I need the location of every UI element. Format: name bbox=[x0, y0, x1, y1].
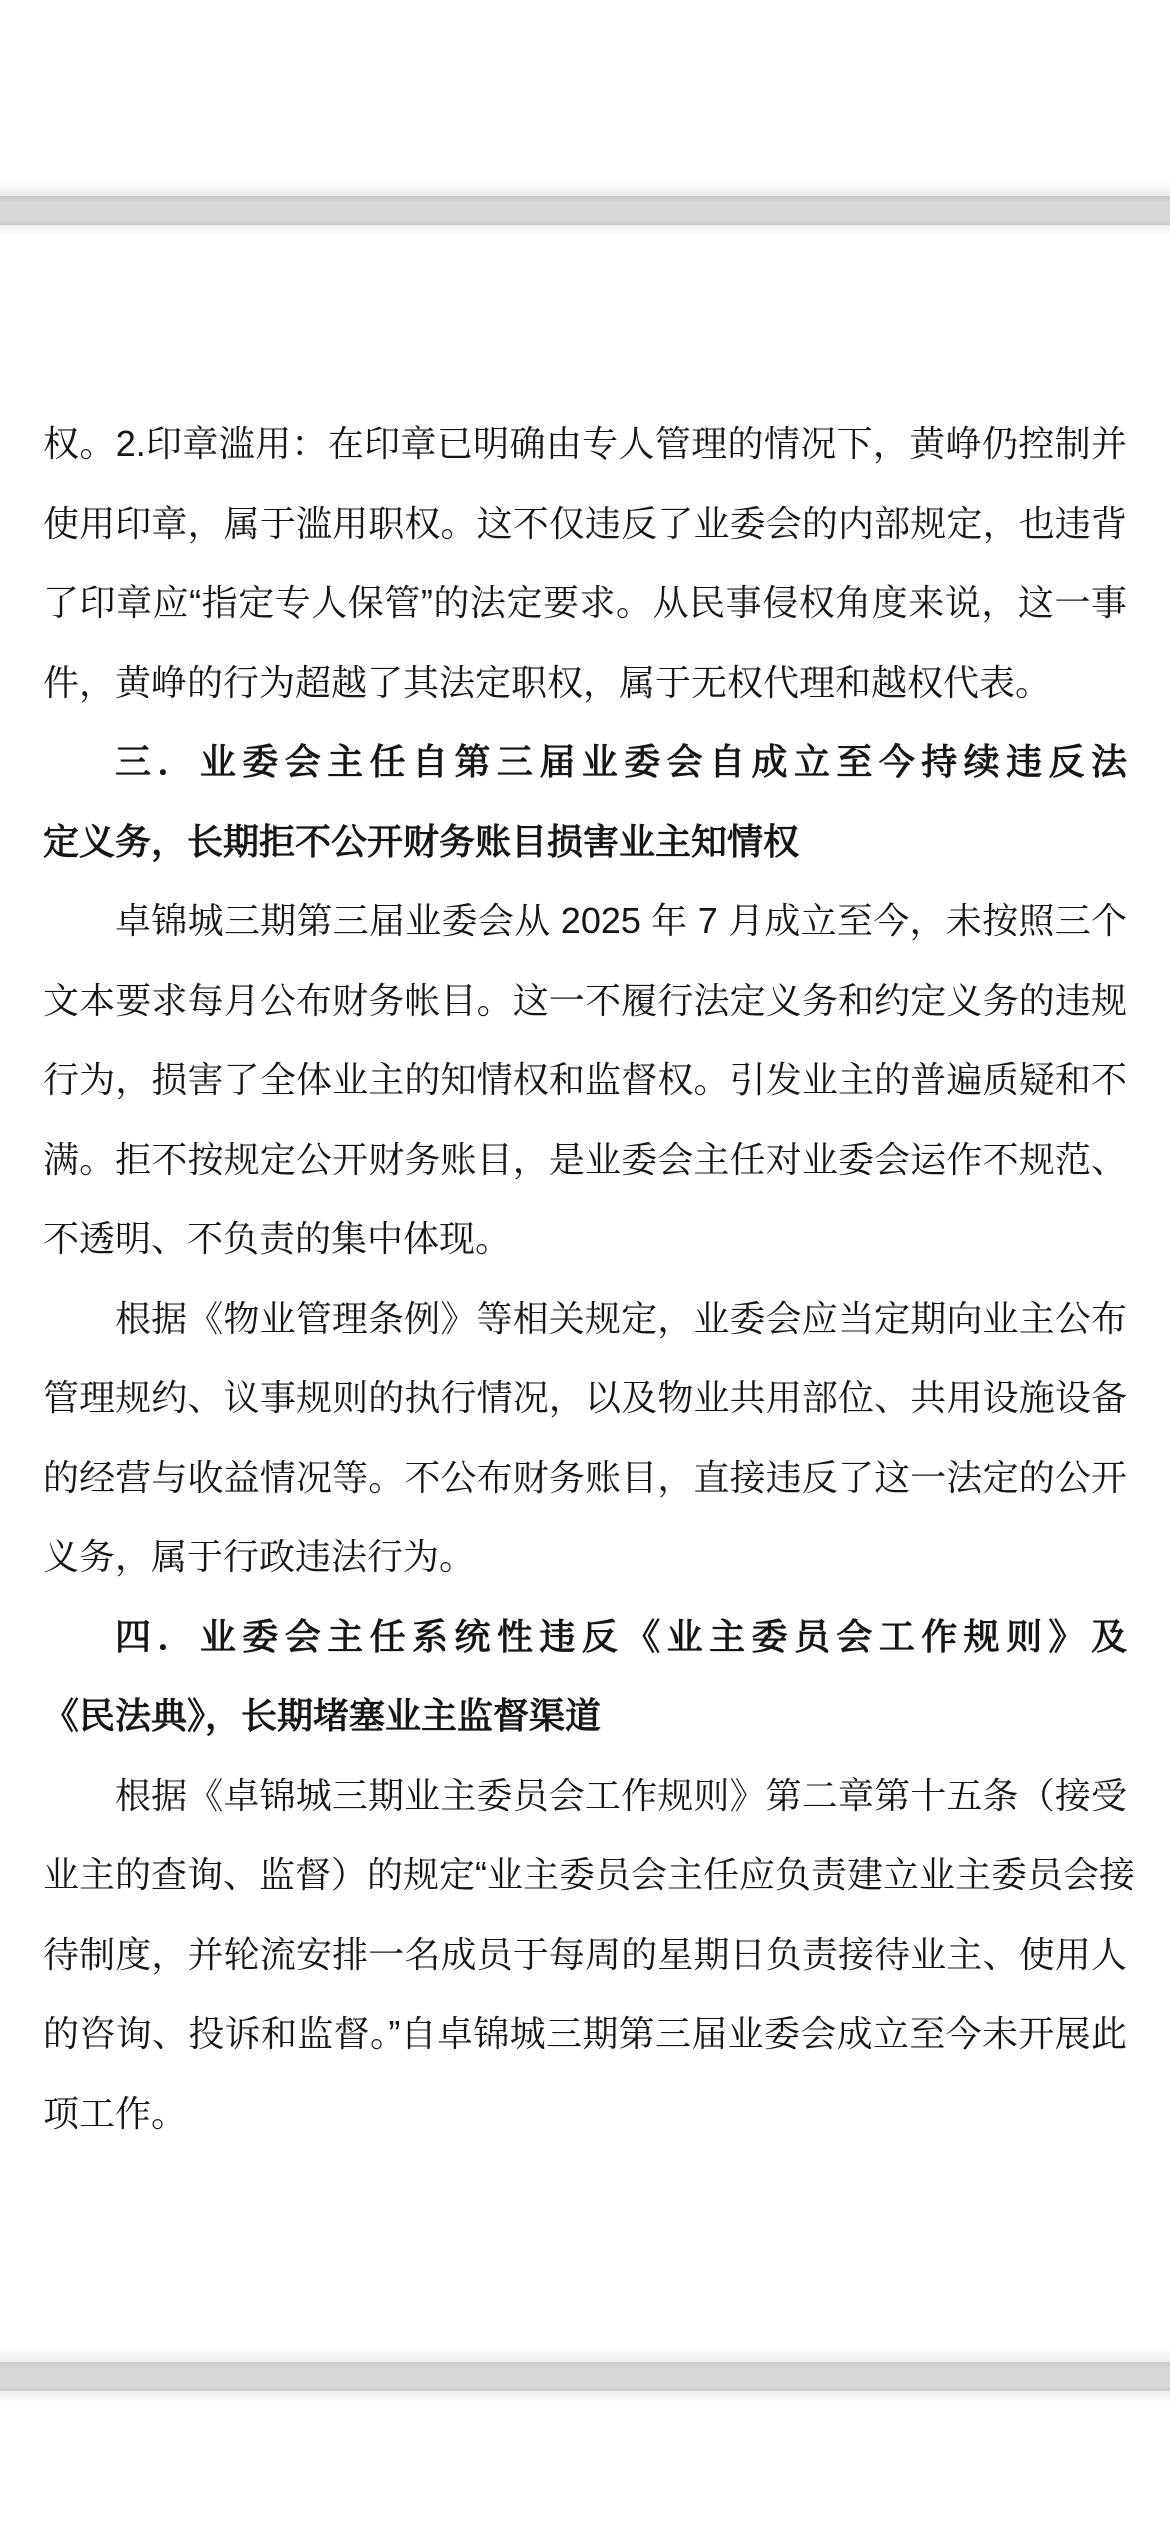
body-text-line: 根据《物业管理条例》等相关规定，业委会应当定期向业主公布 bbox=[115, 1297, 1127, 1339]
page-previous-bottom-margin[interactable] bbox=[0, 0, 1170, 196]
body-text-line: 根据《卓锦城三期业主委员会工作规则》第二章第十五条（接受 bbox=[115, 1774, 1127, 1816]
body-text-line: 了印章应“指定专人保管”的法定要求。从民事侵权角度来说，这一事 bbox=[43, 582, 1127, 623]
page-separator bbox=[0, 2362, 1170, 2391]
heading-line: 定义务，长期拒不公开财务账目损害业主知情权 bbox=[43, 820, 800, 862]
heading-line: 《民法典》，长期堵塞业主监督渠道 bbox=[43, 1695, 602, 1736]
body-text-line: 的咨询、投诉和监督。”自卓锦城三期第三届业委会成立至今未开展此 bbox=[43, 2013, 1127, 2054]
body-text-line: 义务，属于行政违法行为。 bbox=[43, 1536, 476, 1577]
body-text-line: 业主的查询、监督）的规定“业主委员会主任应负责建立业主委员会接 bbox=[43, 1854, 1135, 1895]
page-separator bbox=[0, 196, 1170, 225]
body-text-line: 权。2.印章滥用：在印章已明确由专人管理的情况下，黄峥仍控制并 bbox=[43, 423, 1127, 464]
heading-line: 四．业委会主任系统性违反《业主委员会工作规则》及 bbox=[115, 1615, 1127, 1657]
page-content bbox=[0, 225, 1170, 2153]
document-page[interactable] bbox=[0, 225, 1170, 2362]
page-next-top-margin[interactable] bbox=[0, 2391, 1170, 2532]
body-text-line: 卓锦城三期第三届业委会从 2025 年 7 月成立至今，未按照三个 bbox=[115, 900, 1127, 941]
body-text-line: 待制度，并轮流安排一名成员于每周的星期日负责接待业主、使用人 bbox=[43, 1933, 1127, 1975]
body-text-line: 件，黄峥的行为超越了其法定职权，属于无权代理和越权代表。 bbox=[43, 661, 1052, 703]
body-text-line: 满。拒不按规定公开财务账目，是业委会主任对业委会运作不规范、 bbox=[43, 1138, 1127, 1180]
body-text-line: 项工作。 bbox=[43, 2092, 188, 2134]
body-text-line: 的经营与收益情况等。不公布财务账目，直接违反了这一法定的公开 bbox=[43, 1456, 1127, 1498]
body-text-line: 不透明、不负责的集中体现。 bbox=[43, 1218, 512, 1259]
body-text-line: 文本要求每月公布财务帐目。这一不履行法定义务和约定义务的违规 bbox=[43, 979, 1127, 1021]
heading-line: 三．业委会主任自第三届业委会自成立至今持续违反法 bbox=[115, 741, 1127, 782]
body-text-line: 使用印章，属于滥用职权。这不仅违反了业委会的内部规定，也违背 bbox=[43, 502, 1127, 544]
body-text-line: 行为，损害了全体业主的知情权和监督权。引发业主的普遍质疑和不 bbox=[43, 1059, 1127, 1100]
body-text-line: 管理规约、议事规则的执行情况，以及物业共用部位、共用设施设备 bbox=[43, 1377, 1127, 1418]
